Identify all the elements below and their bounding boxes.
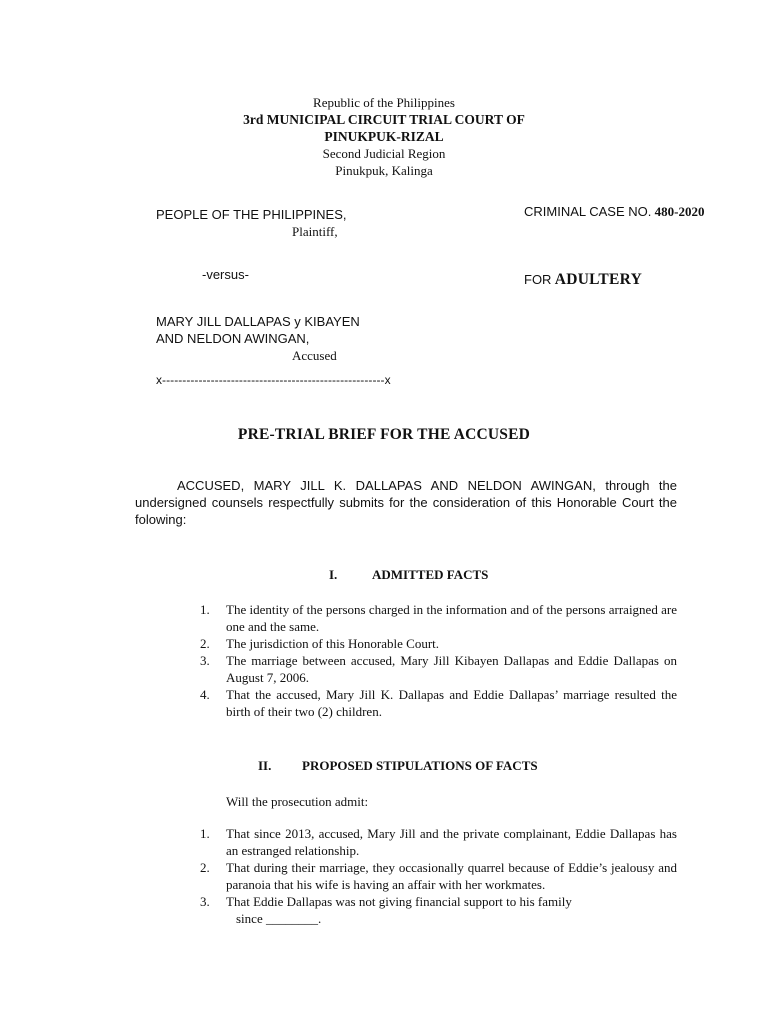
versus-label: -versus- (202, 267, 249, 282)
caption-separator: x-------------------------------------------------------x (156, 373, 391, 387)
list-text-continuation: since ________. (236, 911, 322, 926)
section-title: PROPOSED STIPULATIONS OF FACTS (302, 758, 538, 773)
court-location-line: PINUKPUK-RIZAL (324, 129, 444, 144)
intro-text: ACCUSED, MARY JILL K. DALLAPAS AND NELDON AWINGAN, through the undersigned counsels respectfully submits for the consideration of this Honorable Court the folowing: (135, 478, 677, 527)
list-item (200, 601, 677, 635)
accused-line-1: MARY JILL DALLAPAS y KIBAYEN (156, 314, 360, 329)
section-numeral: II. (258, 758, 272, 773)
list-number: 3. (200, 653, 210, 668)
case-number-block (524, 203, 714, 220)
list-item (200, 825, 677, 859)
plaintiff-block (156, 206, 486, 240)
list-text: That during their marriage, they occasionally quarrel because of Eddie’s jealousy and paranoia that his wife is having an affair with her workmates. (226, 860, 677, 892)
republic-line: Republic of the Philippines (313, 95, 455, 110)
document-title: PRE-TRIAL BRIEF FOR THE ACCUSED (237, 426, 531, 443)
list-text: That Eddie Dallapas was not giving financial support to his family (226, 894, 572, 909)
list-number: 4. (200, 687, 210, 702)
section-numeral: I. (329, 567, 338, 582)
court-header (0, 94, 768, 179)
list-text: That the accused, Mary Jill K. Dallapas and Eddie Dallapas’ marriage resulted the birth of their two (2) children. (226, 687, 677, 719)
plaintiff-name: PEOPLE OF THE PHILIPPINES, (156, 207, 347, 222)
list-number: 1. (200, 826, 210, 841)
case-label: CRIMINAL CASE NO. (524, 204, 652, 219)
judicial-region-line: Second Judicial Region (322, 146, 446, 161)
charge-name: ADULTERY (554, 271, 643, 288)
court-address-line: Pinukpuk, Kalinga (335, 163, 433, 178)
list-text: The marriage between accused, Mary Jill Kibayen Dallapas and Eddie Dallapas on August 7, 2006. (226, 653, 677, 685)
list-item (200, 893, 677, 927)
list-text: The jurisdiction of this Honorable Court. (226, 636, 440, 651)
charge-block (524, 271, 642, 288)
list-item (200, 635, 677, 652)
admitted-facts-list (200, 601, 677, 720)
accused-line-2: AND NELDON AWINGAN, (156, 331, 310, 346)
list-number: 2. (200, 636, 210, 651)
list-item (200, 652, 677, 686)
list-item (200, 686, 677, 720)
section-heading-admitted-facts (0, 566, 768, 584)
accused-role: Accused (292, 348, 337, 363)
list-number: 3. (200, 894, 210, 909)
list-text: The identity of the persons charged in the information and of the persons arraigned are one and the same. (226, 602, 677, 634)
case-number: 480-2020 (654, 204, 705, 219)
section-heading-proposed-stipulations (0, 757, 768, 775)
court-name-line: 3rd MUNICIPAL CIRCUIT TRIAL COURT OF (243, 112, 525, 127)
list-number: 1. (200, 602, 210, 617)
list-number: 2. (200, 860, 210, 875)
list-text: That since 2013, accused, Mary Jill and the private complainant, Eddie Dallapas has an estranged relationship. (226, 826, 677, 858)
list-item (200, 859, 677, 893)
for-label: FOR (524, 272, 552, 287)
accused-block (156, 313, 486, 364)
stipulation-prompt: Will the prosecution admit: (226, 794, 369, 809)
plaintiff-role: Plaintiff, (292, 224, 338, 239)
intro-paragraph (135, 477, 677, 528)
section-title: ADMITTED FACTS (372, 567, 489, 582)
proposed-stipulations-list (200, 825, 677, 927)
